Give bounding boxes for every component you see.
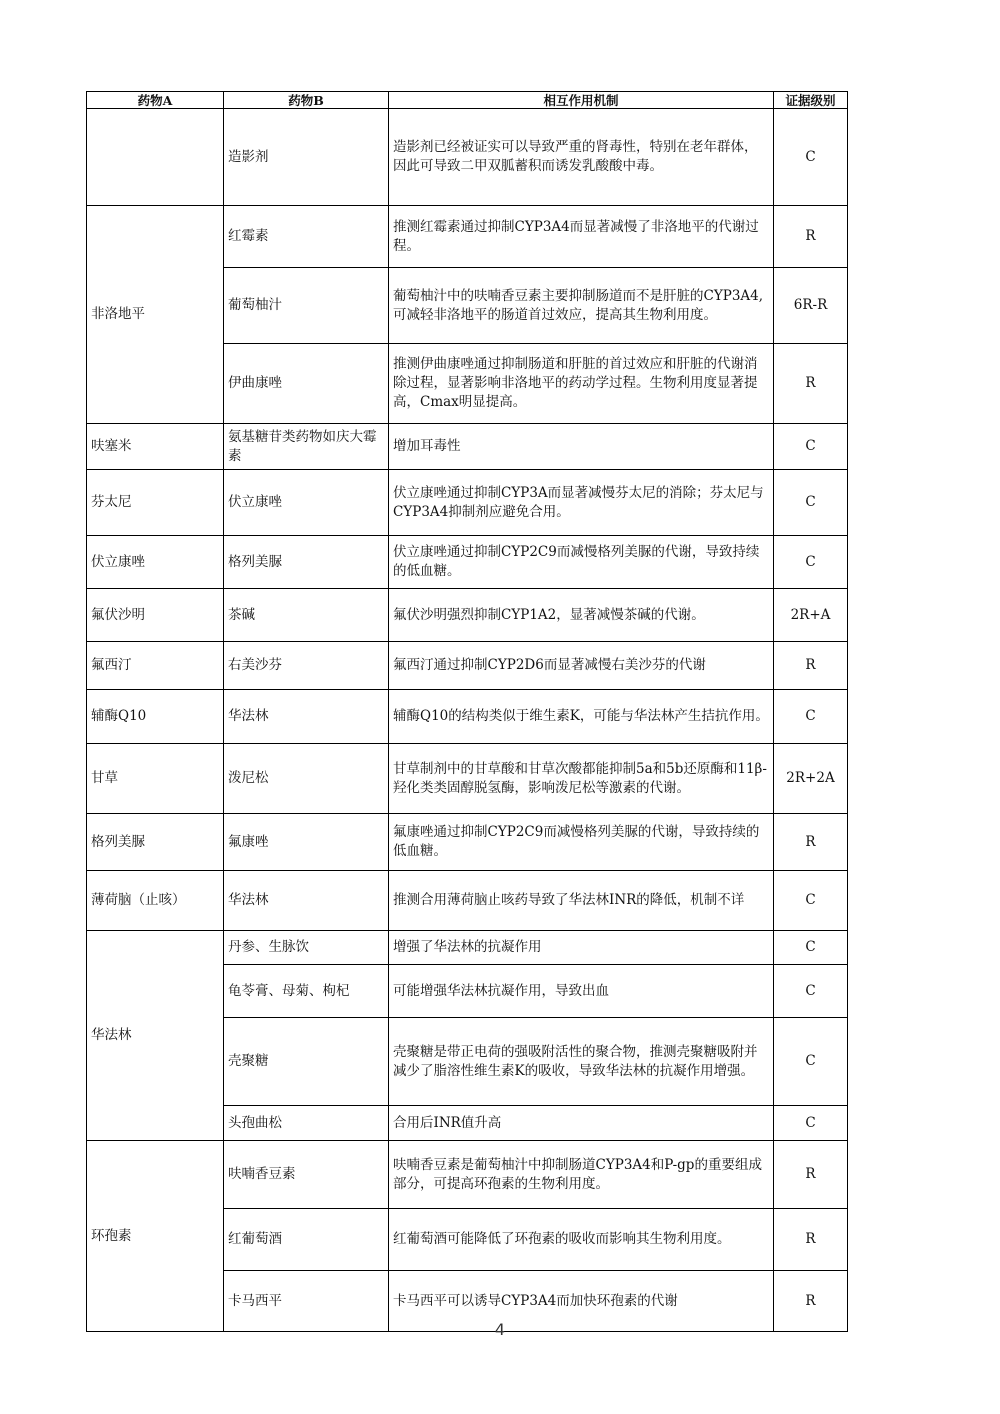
mechanism-cell: 推测合用薄荷脑止咳药导致了华法林INR的降低，机制不详 xyxy=(389,871,774,931)
drug-b-cell: 呋喃香豆素 xyxy=(224,1141,389,1209)
table-row xyxy=(87,931,848,965)
evidence-grade-cell: 6R-R xyxy=(774,268,848,344)
drug-b-cell: 格列美脲 xyxy=(224,536,389,589)
evidence-grade-cell: C xyxy=(774,536,848,589)
mechanism-cell: 合用后INR值升高 xyxy=(389,1106,774,1141)
drug-b-cell: 右美沙芬 xyxy=(224,642,389,690)
drug-a-cell: 芬太尼 xyxy=(87,470,224,536)
evidence-grade-cell: 2R+2A xyxy=(774,744,848,814)
drug-a-cell: 环孢素 xyxy=(87,1141,224,1332)
evidence-grade-cell: R xyxy=(774,344,848,424)
mechanism-cell: 氟康唑通过抑制CYP2C9而减慢格列美脲的代谢，导致持续的低血糖。 xyxy=(389,814,774,871)
drug-a-cell: 辅酶Q10 xyxy=(87,690,224,744)
drug-b-cell: 华法林 xyxy=(224,690,389,744)
drug-a-cell xyxy=(87,109,224,206)
mechanism-cell: 红葡萄酒可能降低了环孢素的吸收而影响其生物利用度。 xyxy=(389,1209,774,1271)
evidence-grade-cell: C xyxy=(774,1018,848,1106)
evidence-grade-cell: C xyxy=(774,871,848,931)
drug-b-cell: 造影剂 xyxy=(224,109,389,206)
drug-a-cell: 氟西汀 xyxy=(87,642,224,690)
drug-b-cell: 泼尼松 xyxy=(224,744,389,814)
header-row xyxy=(87,92,848,109)
table-row xyxy=(87,109,848,206)
table-row xyxy=(87,1141,848,1209)
evidence-grade-cell: R xyxy=(774,1271,848,1332)
mechanism-cell: 伏立康唑通过抑制CYP3A而显著减慢芬太尼的消除；芬太尼与CYP3A4抑制剂应避免合用。 xyxy=(389,470,774,536)
mechanism-cell: 葡萄柚汁中的呋喃香豆素主要抑制肠道而不是肝脏的CYP3A4,可减轻非洛地平的肠道首过效应，提高其生物利用度。 xyxy=(389,268,774,344)
drug-b-cell: 红葡萄酒 xyxy=(224,1209,389,1271)
drug-b-cell: 伊曲康唑 xyxy=(224,344,389,424)
table-row xyxy=(87,424,848,470)
evidence-grade-cell: R xyxy=(774,642,848,690)
drug-b-cell: 茶碱 xyxy=(224,589,389,642)
mechanism-cell: 推测伊曲康唑通过抑制肠道和肝脏的首过效应和肝脏的代谢消除过程，显著影响非洛地平的药动学过程。生物利用度显著提高，Cmax明显提高。 xyxy=(389,344,774,424)
mechanism-cell: 卡马西平可以诱导CYP3A4而加快环孢素的代谢 xyxy=(389,1271,774,1332)
mechanism-cell: 造影剂已经被证实可以导致严重的肾毒性，特别在老年群体，因此可导致二甲双胍蓄积而诱发乳酸酸中毒。 xyxy=(389,109,774,206)
drug-b-cell: 壳聚糖 xyxy=(224,1018,389,1106)
mechanism-cell: 伏立康唑通过抑制CYP2C9而减慢格列美脲的代谢，导致持续的低血糖。 xyxy=(389,536,774,589)
evidence-grade-cell: C xyxy=(774,965,848,1018)
drug-a-cell: 格列美脲 xyxy=(87,814,224,871)
drug-b-cell: 头孢曲松 xyxy=(224,1106,389,1141)
drug-b-cell: 氟康唑 xyxy=(224,814,389,871)
evidence-grade-cell: R xyxy=(774,814,848,871)
drug-a-cell: 甘草 xyxy=(87,744,224,814)
drug-a-cell: 呋塞米 xyxy=(87,424,224,470)
table-row xyxy=(87,536,848,589)
evidence-grade-cell: C xyxy=(774,424,848,470)
mechanism-cell: 壳聚糖是带正电荷的强吸附活性的聚合物，推测壳聚糖吸附并减少了脂溶性维生素K的吸收，导致华法林的抗凝作用增强。 xyxy=(389,1018,774,1106)
mechanism-cell: 增强了华法林的抗凝作用 xyxy=(389,931,774,965)
drug-b-cell: 华法林 xyxy=(224,871,389,931)
evidence-grade-cell: C xyxy=(774,931,848,965)
table-row xyxy=(87,871,848,931)
drug-b-cell: 红霉素 xyxy=(224,206,389,268)
drug-a-cell: 伏立康唑 xyxy=(87,536,224,589)
mechanism-cell: 氟伏沙明强烈抑制CYP1A2，显著减慢茶碱的代谢。 xyxy=(389,589,774,642)
evidence-grade-cell: 2R+A xyxy=(774,589,848,642)
mechanism-cell: 辅酶Q10的结构类似于维生素K，可能与华法林产生拮抗作用。 xyxy=(389,690,774,744)
drug-b-cell: 葡萄柚汁 xyxy=(224,268,389,344)
page-number: 4 xyxy=(494,1320,506,1339)
drug-b-cell: 伏立康唑 xyxy=(224,470,389,536)
drug-b-cell: 丹参、生脉饮 xyxy=(224,931,389,965)
table-row xyxy=(87,690,848,744)
evidence-grade-cell: R xyxy=(774,1209,848,1271)
drug-b-cell: 龟苓膏、母菊、枸杞 xyxy=(224,965,389,1018)
drug-a-cell: 氟伏沙明 xyxy=(87,589,224,642)
drug-a-cell: 华法林 xyxy=(87,931,224,1141)
evidence-grade-cell: C xyxy=(774,1106,848,1141)
table-row xyxy=(87,206,848,268)
header-drug-b: 药物B xyxy=(224,92,389,109)
drug-a-cell: 薄荷脑（止咳） xyxy=(87,871,224,931)
evidence-grade-cell: C xyxy=(774,690,848,744)
drug-b-cell: 氨基糖苷类药物如庆大霉素 xyxy=(224,424,389,470)
table-row xyxy=(87,744,848,814)
evidence-grade-cell: C xyxy=(774,470,848,536)
table-row xyxy=(87,470,848,536)
drug-a-cell: 非洛地平 xyxy=(87,206,224,424)
table-row xyxy=(87,589,848,642)
header-drug-a: 药物A xyxy=(87,92,224,109)
mechanism-cell: 呋喃香豆素是葡萄柚汁中抑制肠道CYP3A4和P-gp的重要组成部分，可提高环孢素的生物利用度。 xyxy=(389,1141,774,1209)
drug-b-cell: 卡马西平 xyxy=(224,1271,389,1332)
evidence-grade-cell: R xyxy=(774,1141,848,1209)
mechanism-cell: 氟西汀通过抑制CYP2D6而显著减慢右美沙芬的代谢 xyxy=(389,642,774,690)
evidence-grade-cell: R xyxy=(774,206,848,268)
drug-interaction-table xyxy=(86,91,848,1332)
evidence-grade-cell: C xyxy=(774,109,848,206)
header-mechanism: 相互作用机制 xyxy=(389,92,774,109)
mechanism-cell: 甘草制剂中的甘草酸和甘草次酸都能抑制5a和5b还原酶和11β-羟化类类固醇脱氢酶，影响泼尼松等激素的代谢。 xyxy=(389,744,774,814)
table-row xyxy=(87,814,848,871)
mechanism-cell: 增加耳毒性 xyxy=(389,424,774,470)
table-row xyxy=(87,642,848,690)
table-body xyxy=(87,109,848,1332)
mechanism-cell: 可能增强华法林抗凝作用，导致出血 xyxy=(389,965,774,1018)
mechanism-cell: 推测红霉素通过抑制CYP3A4而显著减慢了非洛地平的代谢过程。 xyxy=(389,206,774,268)
header-evidence-grade: 证据级别 xyxy=(774,92,848,109)
